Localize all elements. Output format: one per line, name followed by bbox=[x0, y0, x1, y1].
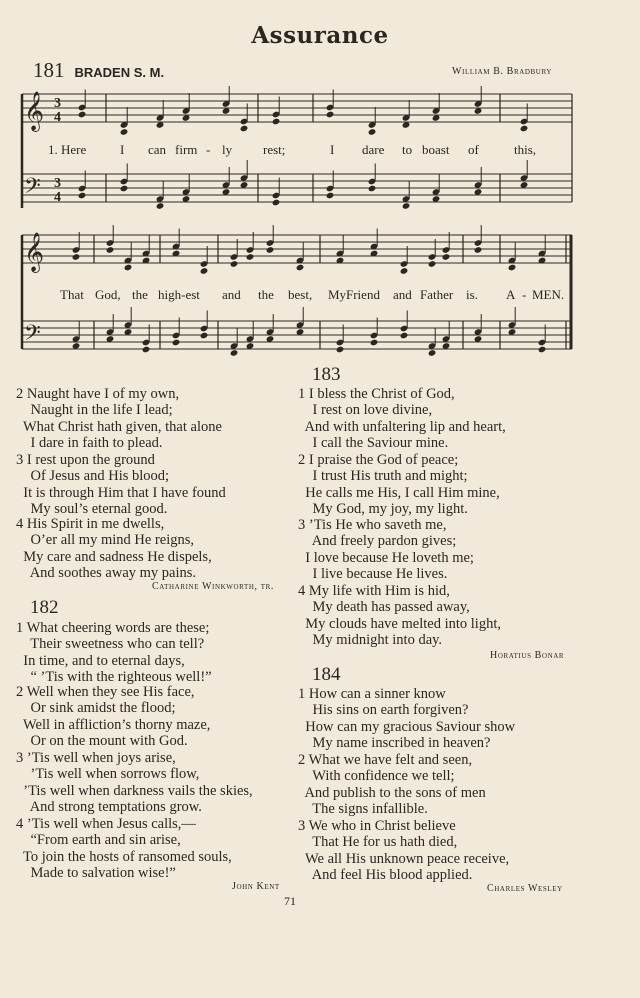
verse-line: And feel His blood applied. bbox=[298, 867, 473, 884]
note-head bbox=[400, 267, 409, 275]
verse-line: Or sink amidst the flood; bbox=[16, 700, 176, 717]
verse-line: Well in affliction’s thorny maze, bbox=[16, 716, 211, 733]
note-head bbox=[156, 202, 165, 210]
note-head bbox=[230, 260, 239, 268]
verse-line: 2 Naught have I of my own, bbox=[16, 386, 180, 402]
verse-line: And freely pardon gives; bbox=[298, 533, 457, 550]
hymn-184-author: Charles Wesley bbox=[487, 883, 563, 894]
lyric-syllable: best, bbox=[288, 287, 313, 302]
lyric-syllable: ly bbox=[222, 142, 233, 157]
note-head bbox=[240, 125, 249, 133]
verse-line: With confidence we tell; bbox=[298, 768, 455, 785]
note-head bbox=[72, 253, 81, 261]
hymn-183-verse-4 bbox=[298, 583, 501, 649]
hymn-182-number: 182 bbox=[30, 597, 59, 618]
verse-line: He calls me His, I call Him mine, bbox=[298, 484, 500, 501]
verse-line: ’Tis well when darkness vails the skies, bbox=[16, 782, 253, 799]
verse-line: 4 His Spirit in me dwells, bbox=[16, 516, 165, 532]
verse-line: “From earth and sin arise, bbox=[16, 832, 181, 849]
note-head bbox=[520, 125, 529, 133]
verse-line: We all His unknown peace receive, bbox=[298, 850, 510, 867]
verse-line: I dare in faith to plead. bbox=[16, 435, 163, 452]
hymn-181-verse-3 bbox=[16, 452, 226, 518]
verse-line: And with unfaltering lip and heart, bbox=[298, 418, 506, 435]
note-head bbox=[120, 185, 129, 193]
bass-clef-icon: 𝄢 bbox=[24, 174, 41, 204]
verse-line: His sins on earth forgiven? bbox=[298, 702, 469, 719]
lyric-syllable: I bbox=[330, 142, 335, 157]
verse-line: 3 ’Tis He who saveth me, bbox=[298, 517, 447, 533]
note-head bbox=[106, 246, 115, 254]
lyric-line-1 bbox=[48, 142, 537, 158]
hymn-182-verse-1 bbox=[16, 620, 212, 686]
time-signature: 4 bbox=[54, 190, 61, 205]
hymn-184-verse-2 bbox=[298, 752, 486, 818]
verse-line: Of Jesus and His blood; bbox=[16, 468, 170, 485]
bass-clef-icon: 𝄢 bbox=[24, 321, 41, 351]
verse-line: O’er all my mind He reigns, bbox=[16, 532, 194, 549]
note-head bbox=[428, 260, 437, 268]
lyric-syllable: - bbox=[206, 142, 211, 157]
treble-clef-icon: 𝄞 bbox=[24, 91, 45, 131]
lyric-syllable: to bbox=[402, 142, 413, 157]
verse-line: To join the hosts of ransomed souls, bbox=[16, 848, 232, 865]
verse-line: How can my gracious Saviour show bbox=[298, 718, 516, 735]
verse-line: And soothes away my pains. bbox=[16, 565, 197, 582]
verse-line: 4 ’Tis well when Jesus calls,— bbox=[16, 816, 196, 832]
lyric-syllable: MEN. bbox=[532, 287, 565, 302]
verse-line: 4 My life with Him is hid, bbox=[298, 583, 450, 599]
lyric-syllable: the bbox=[258, 287, 274, 302]
time-signature: 3 bbox=[54, 176, 61, 191]
note-head bbox=[272, 199, 281, 207]
verse-line: And strong temptations grow. bbox=[16, 799, 202, 816]
lyric-syllable: the bbox=[132, 287, 148, 302]
verse-line: 1 I bless the Christ of God, bbox=[298, 386, 455, 402]
note-head bbox=[474, 246, 483, 254]
note-head bbox=[508, 264, 517, 272]
translator-credit: Catharine Winkworth, tr. bbox=[152, 581, 274, 592]
hymn-182-author: John Kent bbox=[232, 881, 280, 892]
note-head bbox=[402, 202, 411, 210]
hymn-182-verse-3 bbox=[16, 750, 253, 816]
note-head bbox=[368, 128, 377, 136]
verse-line: In time, and to eternal days, bbox=[16, 652, 185, 669]
verse-line: Or on the mount with God. bbox=[16, 733, 188, 750]
lyric-syllable: A bbox=[506, 287, 516, 302]
note-head bbox=[400, 332, 409, 340]
note-head bbox=[246, 253, 255, 261]
hymn-183-verse-3 bbox=[298, 517, 474, 583]
verse-line: I live because He lives. bbox=[298, 566, 448, 583]
verse-line: My care and sadness He dispels, bbox=[16, 548, 212, 565]
composer: William B. Bradbury bbox=[451, 66, 552, 77]
note-head bbox=[172, 339, 181, 347]
hymn-183-author: Horatius Bonar bbox=[490, 650, 565, 661]
verse-line: My soul’s eternal good. bbox=[16, 501, 168, 518]
verse-line: My death has passed away, bbox=[298, 599, 470, 616]
page-number: 71 bbox=[284, 894, 296, 908]
verse-line: 2 Well when they see His face, bbox=[16, 684, 195, 700]
hymn-number: 181 bbox=[33, 58, 65, 82]
note-head bbox=[336, 346, 345, 354]
note-head bbox=[142, 346, 151, 354]
hymn-182-verse-4 bbox=[16, 816, 232, 882]
verse-line: Their sweetness who can tell? bbox=[16, 636, 205, 653]
verse-line: ’Tis well when sorrows flow, bbox=[16, 766, 200, 783]
lyric-syllable: firm bbox=[175, 142, 198, 157]
time-signature: 4 bbox=[54, 110, 61, 125]
lyric-syllable: high-est bbox=[158, 287, 200, 302]
hymn-183-verse-1 bbox=[298, 386, 506, 452]
lyric-syllable: - bbox=[522, 287, 527, 302]
verse-line: My midnight into day. bbox=[298, 632, 443, 649]
note-head bbox=[266, 246, 275, 254]
verse-line: My name inscribed in heaven? bbox=[298, 735, 491, 752]
hymn-183-number: 183 bbox=[312, 364, 341, 385]
hymn-181-verse-4 bbox=[16, 516, 212, 582]
note-head bbox=[124, 264, 133, 272]
verse-line: Naught in the life I lead; bbox=[16, 402, 173, 419]
lyric-syllable: I bbox=[120, 142, 125, 157]
note-head bbox=[296, 264, 305, 272]
note-head bbox=[200, 332, 209, 340]
verse-line: 2 What we have felt and seen, bbox=[298, 752, 473, 768]
verse-line: 3 ’Tis well when joys arise, bbox=[16, 750, 176, 766]
note-head bbox=[78, 111, 87, 119]
time-signature: 3 bbox=[54, 96, 61, 111]
note-head bbox=[326, 111, 335, 119]
lyric-syllable: and bbox=[393, 287, 412, 302]
verse-line: The signs infallible. bbox=[298, 801, 428, 818]
hymn-181-verses bbox=[16, 386, 222, 452]
note-head bbox=[538, 346, 547, 354]
lyric-syllable: Friend bbox=[346, 287, 380, 302]
verse-line: That He for us hath died, bbox=[298, 834, 458, 851]
note-head bbox=[200, 267, 209, 275]
note-head bbox=[442, 253, 451, 261]
lyric-syllable: of bbox=[468, 142, 479, 157]
lyric-syllable: and bbox=[222, 287, 241, 302]
verse-line: 3 I rest upon the ground bbox=[16, 452, 155, 468]
verse-line: I trust His truth and might; bbox=[298, 468, 468, 485]
hymn-184-verse-3 bbox=[298, 818, 509, 884]
verse-line: Made to salvation wise!” bbox=[16, 865, 176, 882]
verse-line: My God, my joy, my light. bbox=[298, 501, 468, 518]
lyric-syllable: can bbox=[148, 142, 167, 157]
verse-line: My clouds have melted into light, bbox=[298, 615, 501, 632]
note-head bbox=[78, 192, 87, 200]
verse bbox=[16, 452, 226, 518]
verse bbox=[16, 386, 222, 452]
verse-line: 1 What cheering words are these; bbox=[16, 620, 210, 636]
lyric-syllable: boast bbox=[422, 142, 450, 157]
verse-line: I call the Saviour mine. bbox=[298, 435, 449, 452]
verse-line: 2 I praise the God of peace; bbox=[298, 452, 459, 468]
verse-line: What Christ hath given, that alone bbox=[16, 418, 222, 435]
lyric-syllable: God, bbox=[95, 287, 121, 302]
lyric-syllable: is. bbox=[466, 287, 478, 302]
lyric-syllable: That bbox=[60, 287, 84, 302]
tune-name: BRADEN S. M. bbox=[74, 65, 165, 80]
lyric-syllable: this, bbox=[514, 142, 537, 157]
note-head bbox=[326, 192, 335, 200]
note-head bbox=[370, 339, 379, 347]
lyric-line-2 bbox=[60, 287, 565, 303]
verse-line: It is through Him that I have found bbox=[16, 484, 226, 501]
lyric-syllable: 1. Here bbox=[48, 142, 87, 157]
hymn-183-verse-2 bbox=[298, 452, 500, 518]
note-head bbox=[428, 349, 437, 357]
lyric-syllable: dare bbox=[362, 142, 385, 157]
verse-line: 1 How can a sinner know bbox=[298, 686, 446, 702]
lyric-syllable: Father bbox=[420, 287, 454, 302]
hymn-184-verse-1 bbox=[298, 686, 515, 752]
note-head bbox=[120, 128, 129, 136]
note-head bbox=[368, 185, 377, 193]
section-title: Assurance bbox=[251, 22, 389, 49]
verse-line: I rest on love divine, bbox=[298, 402, 433, 419]
verse-line: I love because He loveth me; bbox=[298, 549, 474, 566]
hymn-182-verse-2 bbox=[16, 684, 210, 750]
note-head bbox=[272, 118, 281, 126]
verse-line: And publish to the sons of men bbox=[298, 784, 486, 801]
treble-clef-icon: 𝄞 bbox=[24, 232, 45, 272]
verse-line: “ ’Tis with the righteous well!” bbox=[16, 669, 212, 686]
verse-line: 3 We who in Christ believe bbox=[298, 818, 456, 834]
lyric-syllable: My bbox=[328, 287, 347, 302]
hymn-184-number: 184 bbox=[312, 664, 341, 685]
verse bbox=[16, 516, 212, 582]
lyric-syllable: rest; bbox=[263, 142, 286, 157]
note-head bbox=[230, 349, 239, 357]
